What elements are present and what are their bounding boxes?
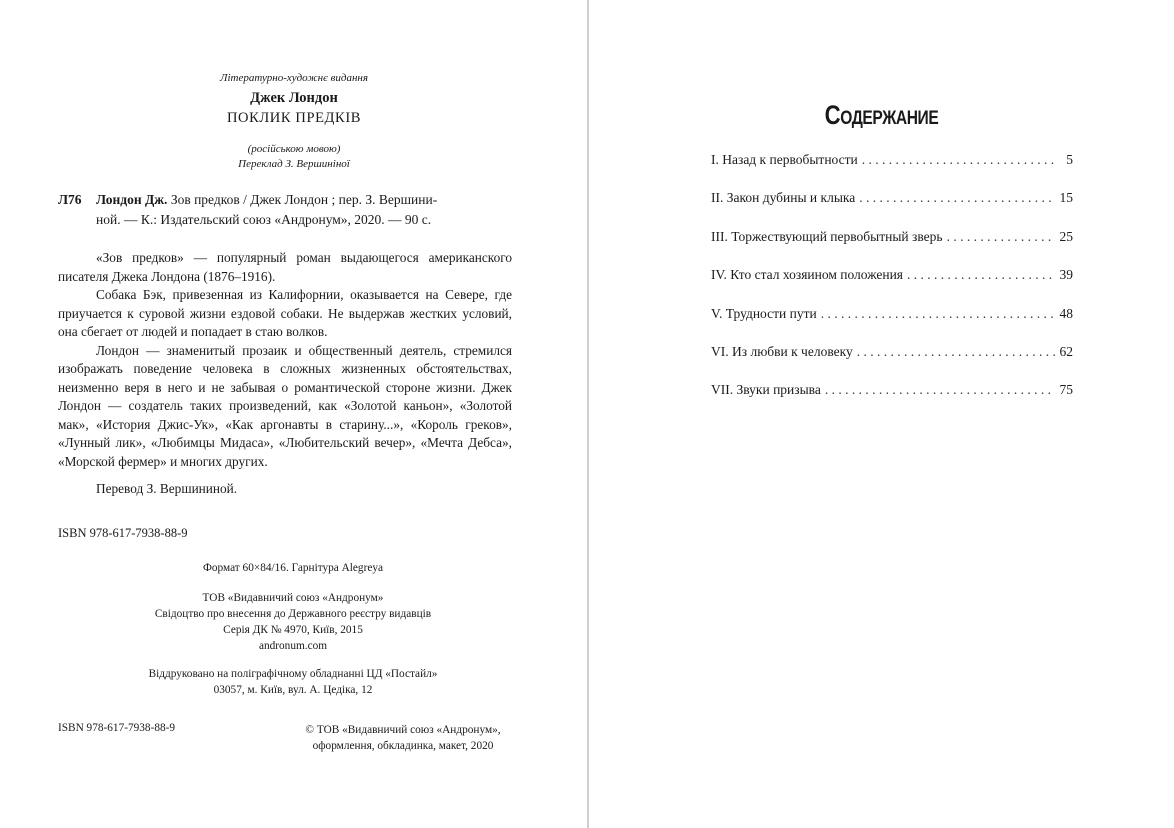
- publisher-website: andronum.com: [258, 640, 328, 652]
- language-note: (російською мовою): [247, 143, 341, 155]
- dot-leader: [947, 229, 1055, 245]
- bib-line-1-text: Зов предков / Джек Лондон ; пер. З. Вершини-: [170, 192, 438, 207]
- bibliographic-record: [58, 190, 512, 230]
- translation-note: Перевод З. Вершининой.: [96, 481, 238, 496]
- toc-entry-label: IV. Кто стал хозяином положения: [711, 267, 904, 283]
- dot-leader: [857, 344, 1055, 360]
- toc-title: Содержание: [824, 100, 939, 130]
- bib-line-2: ной. — К.: Издательский союз «Андронум», 2020. — 90 с.: [96, 212, 432, 227]
- toc-entry[interactable]: [711, 229, 1073, 267]
- isbn: ISBN 978-617-7938-88-9: [58, 526, 188, 540]
- toc-entry-page: 5: [1066, 152, 1073, 167]
- annotation-paragraph: «Зов предков» — популярный роман выдающегося американского писателя Джека Лондона (1876–1916).: [58, 250, 512, 284]
- toc-entry[interactable]: [711, 306, 1073, 344]
- dot-leader: [862, 152, 1055, 168]
- toc-entry-label: V. Трудности пути: [711, 305, 817, 321]
- toc-entry-page: 75: [1059, 382, 1073, 398]
- dot-leader: [859, 190, 1055, 206]
- publisher-line: Свідоцтво про внесення до Державного реєстру видавців: [154, 608, 432, 620]
- toc-entry-page: 15: [1059, 190, 1073, 206]
- format-line: Формат 60×84/16. Гарнітура Alegreya: [202, 562, 384, 574]
- publisher-info: [58, 590, 528, 654]
- printer-line: 03057, м. Київ, вул. А. Цедіка, 12: [213, 684, 373, 696]
- toc-entry[interactable]: [711, 382, 1073, 420]
- toc-entry-label: VI. Из любви к человеку: [711, 343, 853, 359]
- toc-entry[interactable]: [711, 190, 1073, 228]
- edition-type: Літературно-художнє видання: [220, 72, 368, 84]
- isbn-bottom: ISBN 978-617-7938-88-9: [58, 722, 176, 734]
- library-code: Л76: [58, 192, 82, 207]
- toc-entry-page: 39: [1059, 267, 1073, 283]
- annotation: [58, 249, 512, 499]
- toc-entry-label: VII. Звуки призыва: [711, 382, 821, 398]
- printer-info: [58, 666, 528, 698]
- translator-credit: Переклад З. Вершиніної: [238, 158, 350, 170]
- bib-line-1: [96, 190, 512, 210]
- right-page: [589, 0, 1174, 828]
- toc-entry[interactable]: [711, 344, 1073, 382]
- dot-leader: [907, 267, 1055, 283]
- toc-entry-label: III. Торжествующий первобытный зверь: [711, 228, 943, 244]
- toc-entry-page: 48: [1059, 305, 1073, 321]
- toc-entry-label: II. Закон дубины и клыка: [711, 190, 856, 206]
- book-title: ПОКЛИК ПРЕДКІВ: [226, 110, 362, 126]
- copyright: [258, 722, 548, 754]
- dot-leader: [821, 306, 1055, 322]
- table-of-contents: [711, 152, 1073, 421]
- bib-author: Лондон Дж.: [96, 192, 168, 207]
- annotation-paragraph: Лондон — знаменитый прозаик и общественный деятель, стремился изображать поведение человека в сложных жизненных обстоятельствах, неизменно веря в него и не забывая о романтической стороне жизни. Джек Лондон — создатель таких произведений, как «Золотой каньон», «Золотой мак», «История Джис-Ук», «Как аргонавты в старину...», «Король греков», «Лунный лик», «Любимцы Мидаса», «Любительский вечер», «Мечта Дебса», «Морской фермер» и многих других.: [58, 342, 512, 469]
- dot-leader: [825, 382, 1055, 398]
- copyright-line: © ТОВ «Видавничий союз «Андронум»,: [305, 724, 501, 736]
- publisher-line: ТОВ «Видавничий союз «Андронум»: [202, 592, 384, 604]
- annotation-paragraph: Собака Бэк, привезенная из Калифорнии, оказывается на Севере, где приучается к суровой жизни ездовой собаки. Не выдержав жестких условий, она сбегает от людей и попадает в стаю волков.: [58, 287, 512, 339]
- copyright-line: оформлення, обкладинка, макет, 2020: [312, 740, 494, 752]
- toc-entry[interactable]: [711, 152, 1073, 190]
- toc-entry-page: 62: [1059, 343, 1073, 359]
- toc-entry[interactable]: [711, 267, 1073, 305]
- toc-entry-page: 25: [1059, 228, 1073, 244]
- printer-line: Віддруковано на поліграфічному обладнанні ЦД «Постайл»: [148, 668, 438, 680]
- publisher-line: Серія ДК № 4970, Київ, 2015: [223, 624, 363, 636]
- author-name: Джек Лондон: [250, 90, 338, 106]
- toc-entry-label: I. Назад к первобытности: [711, 152, 858, 167]
